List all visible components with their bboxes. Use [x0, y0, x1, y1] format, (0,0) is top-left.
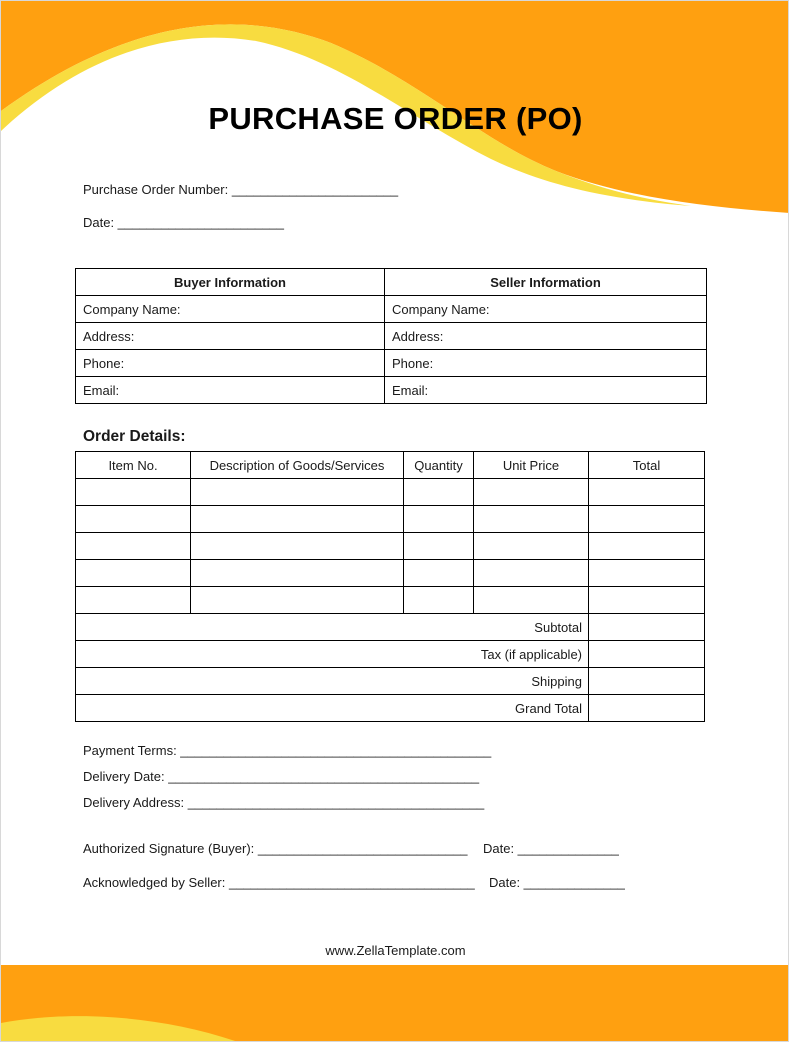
item-no-cell[interactable]: [76, 587, 191, 614]
seller-email-cell[interactable]: Email:: [385, 377, 707, 404]
description-cell[interactable]: [191, 533, 404, 560]
payment-terms-field[interactable]: Payment Terms: ___________________________________________: [83, 743, 492, 758]
seller-company-name-cell[interactable]: Company Name:: [385, 296, 707, 323]
seller-address-cell[interactable]: Address:: [385, 323, 707, 350]
item-no-cell[interactable]: [76, 479, 191, 506]
description-cell[interactable]: [191, 506, 404, 533]
total-cell[interactable]: [589, 587, 705, 614]
footer-website-link[interactable]: www.ZellaTemplate.com: [325, 943, 466, 958]
delivery-date-field[interactable]: Delivery Date: ___________________________________________: [83, 769, 480, 784]
shipping-value-cell[interactable]: [589, 668, 705, 695]
buyer-signature-date-field[interactable]: Date: ______________: [483, 841, 619, 856]
total-cell[interactable]: [589, 560, 705, 587]
shipping-label: Shipping: [76, 668, 589, 695]
subtotal-row: [76, 614, 705, 641]
tax-row: [76, 641, 705, 668]
buyer-signature-field[interactable]: Authorized Signature (Buyer): _____________________________: [83, 841, 468, 856]
delivery-address-field[interactable]: Delivery Address: _________________________________________: [83, 795, 485, 810]
tax-label: Tax (if applicable): [76, 641, 589, 668]
quantity-cell[interactable]: [404, 587, 474, 614]
seller-acknowledgement-field[interactable]: Acknowledged by Seller: __________________________________: [83, 875, 475, 890]
item-no-cell[interactable]: [76, 506, 191, 533]
quantity-cell[interactable]: [404, 506, 474, 533]
footer-wave-decoration: [1, 965, 789, 1042]
description-cell[interactable]: [191, 479, 404, 506]
item-no-cell[interactable]: [76, 560, 191, 587]
grand-total-row: [76, 695, 705, 722]
description-cell[interactable]: [191, 560, 404, 587]
buyer-phone-cell[interactable]: Phone:: [76, 350, 385, 377]
order-details-heading: Order Details:: [83, 428, 186, 445]
column-header-description: Description of Goods/Services: [191, 452, 404, 479]
total-cell[interactable]: [589, 479, 705, 506]
order-item-row: [76, 533, 705, 560]
column-header-item-no: Item No.: [76, 452, 191, 479]
column-header-unit-price: Unit Price: [474, 452, 589, 479]
subtotal-label: Subtotal: [76, 614, 589, 641]
buyer-company-name-cell[interactable]: Company Name:: [76, 296, 385, 323]
unit-price-cell[interactable]: [474, 533, 589, 560]
total-cell[interactable]: [589, 533, 705, 560]
unit-price-cell[interactable]: [474, 587, 589, 614]
seller-phone-cell[interactable]: Phone:: [385, 350, 707, 377]
order-item-row: [76, 506, 705, 533]
buyer-seller-table: [75, 268, 707, 404]
po-number-field[interactable]: Purchase Order Number: _______________________: [83, 182, 399, 197]
order-header-row: [76, 452, 705, 479]
description-cell[interactable]: [191, 587, 404, 614]
document-title: PURCHASE ORDER (PO): [208, 101, 583, 136]
date-field[interactable]: Date: _______________________: [83, 215, 284, 230]
tax-value-cell[interactable]: [589, 641, 705, 668]
total-cell[interactable]: [589, 506, 705, 533]
shipping-row: [76, 668, 705, 695]
unit-price-cell[interactable]: [474, 560, 589, 587]
unit-price-cell[interactable]: [474, 479, 589, 506]
buyer-info-header: Buyer Information: [76, 269, 385, 296]
grand-total-value-cell[interactable]: [589, 695, 705, 722]
column-header-total: Total: [589, 452, 705, 479]
unit-price-cell[interactable]: [474, 506, 589, 533]
quantity-cell[interactable]: [404, 533, 474, 560]
quantity-cell[interactable]: [404, 479, 474, 506]
column-header-quantity: Quantity: [404, 452, 474, 479]
subtotal-value-cell[interactable]: [589, 614, 705, 641]
grand-total-label: Grand Total: [76, 695, 589, 722]
seller-info-header: Seller Information: [385, 269, 707, 296]
seller-signature-date-field[interactable]: Date: ______________: [489, 875, 625, 890]
quantity-cell[interactable]: [404, 560, 474, 587]
item-no-cell[interactable]: [76, 533, 191, 560]
order-item-row: [76, 587, 705, 614]
order-item-row: [76, 479, 705, 506]
order-item-row: [76, 560, 705, 587]
order-details-table: [75, 451, 705, 722]
buyer-address-cell[interactable]: Address:: [76, 323, 385, 350]
buyer-email-cell[interactable]: Email:: [76, 377, 385, 404]
